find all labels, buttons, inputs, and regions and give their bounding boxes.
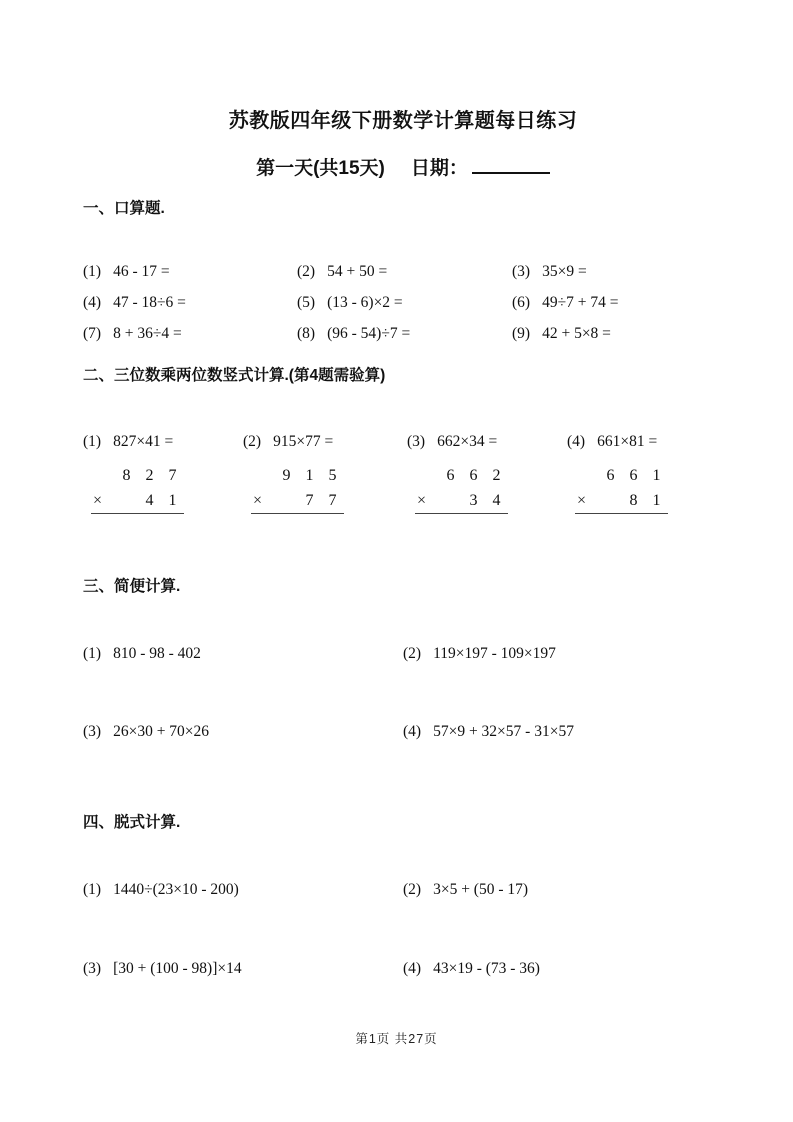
section-oral-heading: 一、口算题.	[83, 200, 165, 217]
oral-problem-8: (8) (96 - 54)÷7 =	[297, 325, 411, 342]
oral-problem-9: (9) 42 + 5×8 =	[512, 325, 611, 342]
vertical-layout-4: 6 6 1 × 8 1	[575, 463, 683, 514]
oral-problem-3: (3) 35×9 =	[512, 263, 587, 280]
oral-problem-5: (5) (13 - 6)×2 =	[297, 294, 403, 311]
oral-problem-2: (2) 54 + 50 =	[297, 263, 388, 280]
date-label: 日期：	[410, 158, 468, 179]
vertical-problem-1: (1) 827×41 = 8 2 7 × 4 1	[83, 432, 243, 514]
stepwise-problem-2: (2) 3×5 + (50 - 17)	[403, 881, 529, 898]
oral-problem-4: (4) 47 - 18÷6 =	[83, 294, 186, 311]
simple-problem-grid	[83, 644, 723, 741]
vertical-problem-4: (4) 661×81 = 6 6 1 × 8 1	[567, 432, 717, 514]
vertical-layout-1: 8 2 7 × 4 1	[91, 463, 199, 514]
section-simple-heading: 三、简便计算.	[83, 578, 181, 595]
stepwise-problem-1: (1) 1440÷(23×10 - 200)	[83, 881, 239, 898]
section-stepwise-heading: 四、脱式计算.	[83, 814, 181, 831]
page-subtitle	[83, 155, 723, 182]
oral-problem-grid	[83, 262, 723, 343]
simple-problem-1: (1) 810 - 98 - 402	[83, 645, 201, 662]
multiply-sign: ×	[577, 492, 587, 509]
simple-problem-2: (2) 119×197 - 109×197	[403, 645, 556, 662]
multiply-sign: ×	[417, 492, 427, 509]
page-number-footer: 第1页 共27页	[355, 1032, 438, 1046]
stepwise-problem-4: (4) 43×19 - (73 - 36)	[403, 960, 540, 977]
oral-problem-1: (1) 46 - 17 =	[83, 263, 170, 280]
simple-problem-4: (4) 57×9 + 32×57 - 31×57	[403, 723, 574, 740]
multiply-sign: ×	[93, 492, 103, 509]
stepwise-problem-grid	[83, 880, 723, 978]
vertical-layout-2: 9 1 5 × 7 7	[251, 463, 359, 514]
vertical-problem-row	[83, 432, 723, 514]
vertical-problem-2: (2) 915×77 = 9 1 5 × 7 7	[243, 432, 407, 514]
stepwise-problem-3: (3) [30 + (100 - 98)]×14	[83, 960, 242, 977]
day-label: 第一天(共15天)	[256, 158, 385, 179]
vertical-layout-3: 6 6 2 × 3 4	[415, 463, 523, 514]
section-vertical-heading: 二、三位数乘两位数竖式计算.(第4题需验算)	[83, 367, 386, 384]
oral-problem-7: (7) 8 + 36÷4 =	[83, 325, 182, 342]
multiply-sign: ×	[253, 492, 263, 509]
page-title: 苏教版四年级下册数学计算题每日练习	[228, 110, 578, 132]
vertical-problem-3: (3) 662×34 = 6 6 2 × 3 4	[407, 432, 567, 514]
oral-problem-6: (6) 49÷7 + 74 =	[512, 294, 619, 311]
simple-problem-3: (3) 26×30 + 70×26	[83, 723, 210, 740]
date-blank-line	[472, 168, 550, 174]
